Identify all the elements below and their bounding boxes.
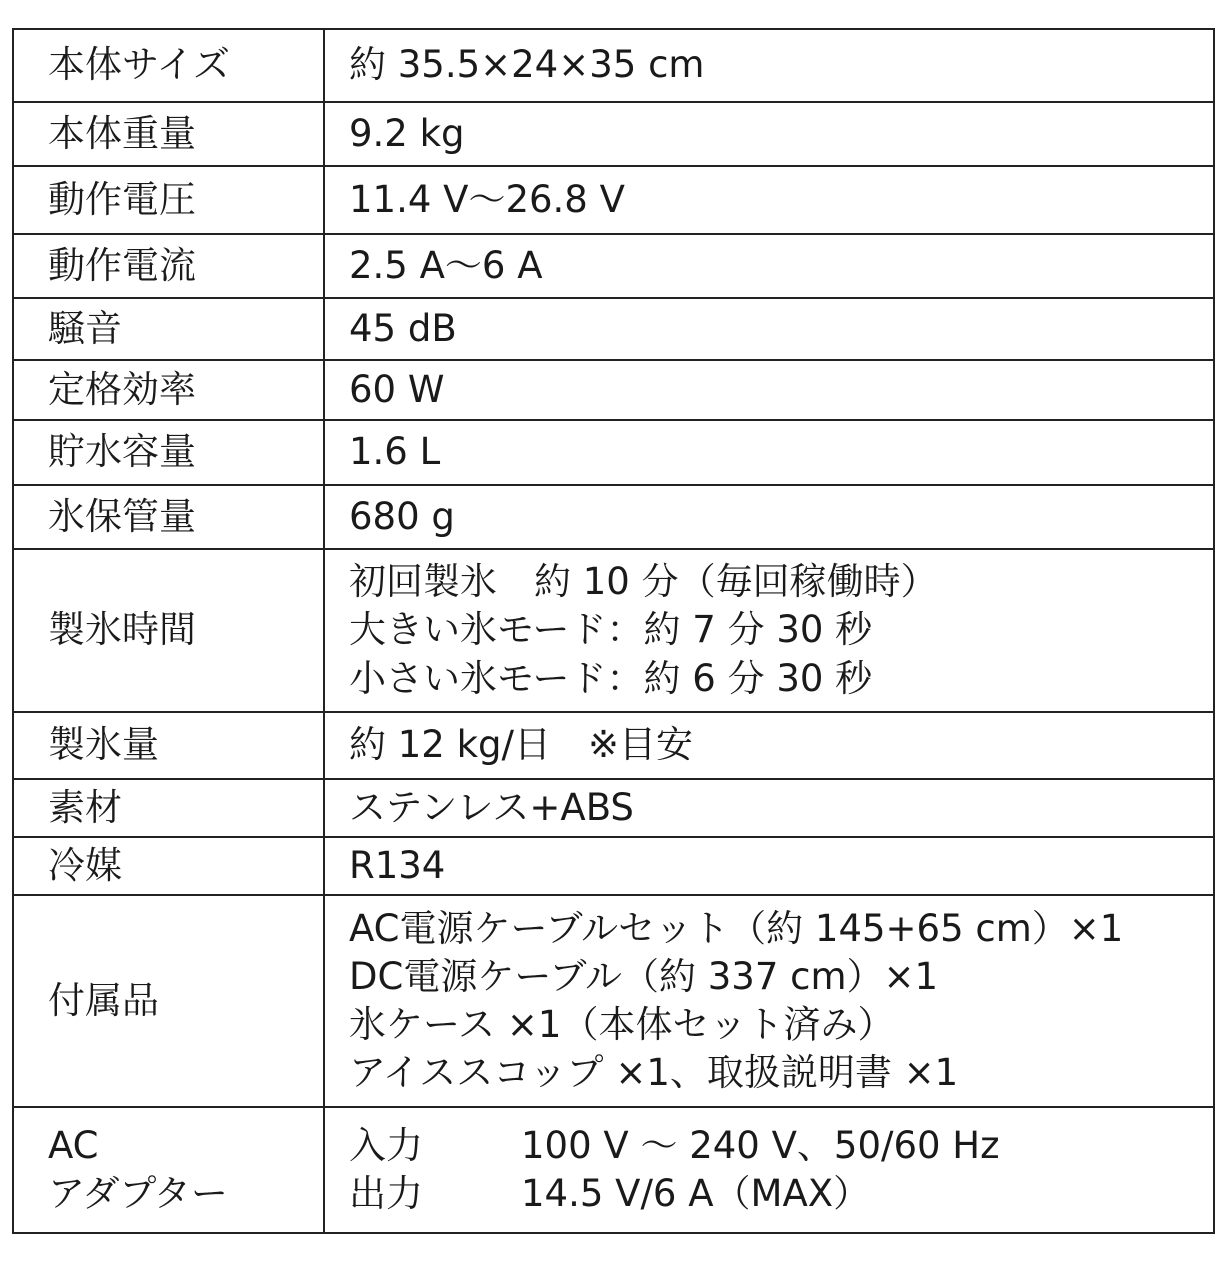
table-row <box>13 549 1214 712</box>
table-row <box>13 102 1214 166</box>
table-row <box>13 360 1214 420</box>
spec-value: 11.4 V〜26.8 V <box>324 166 1214 234</box>
spec-value: AC電源ケーブルセット（約 145+65 cm）×1 DC電源ケーブル（約 337 cm）×1 氷ケース ×1（本体セット済み） アイススコップ ×1、取扱説明書 ×1 <box>324 895 1214 1107</box>
spec-pair-output: 出力 14.5 V/6 A（MAX） <box>349 1172 871 1215</box>
spec-label: 冷媒 <box>13 837 324 895</box>
spec-label: 動作電圧 <box>13 166 324 234</box>
spec-label: 本体サイズ <box>13 29 324 102</box>
spec-label: 騒音 <box>13 298 324 360</box>
spec-value: 2.5 A〜6 A <box>324 234 1214 298</box>
spec-label: 動作電流 <box>13 234 324 298</box>
spec-value: 680 g <box>324 485 1214 549</box>
spec-label: 素材 <box>13 779 324 837</box>
spec-label: 本体重量 <box>13 102 324 166</box>
spec-value: ステンレス+ABS <box>324 779 1214 837</box>
spec-value: 1.6 L <box>324 420 1214 485</box>
spec-pair-input: 入力 100 V 〜 240 V、50/60 Hz <box>349 1123 1000 1167</box>
spec-value: 初回製氷 約 10 分（毎回稼働時） 大きい氷モード：約 7 分 30 秒 小さい氷モード：約 6 分 30 秒 <box>324 549 1214 712</box>
spec-label: 貯水容量 <box>13 420 324 485</box>
table-row <box>13 29 1214 102</box>
table-row <box>13 420 1214 485</box>
spec-label: 付属品 <box>13 895 324 1107</box>
spec-value: 60 W <box>324 360 1214 420</box>
spec-label: 氷保管量 <box>13 485 324 549</box>
table-row <box>13 1107 1214 1233</box>
table-row <box>13 234 1214 298</box>
table-row <box>13 837 1214 895</box>
spec-table <box>12 28 1215 1234</box>
spec-value: 約 35.5×24×35 cm <box>324 29 1214 102</box>
table-row <box>13 485 1214 549</box>
spec-label: 定格効率 <box>13 360 324 420</box>
spec-label: AC アダプター <box>13 1107 324 1233</box>
table-row <box>13 712 1214 779</box>
table-row <box>13 166 1214 234</box>
spec-value: 9.2 kg <box>324 102 1214 166</box>
table-row <box>13 779 1214 837</box>
spec-value <box>324 1107 1214 1233</box>
spec-value: R134 <box>324 837 1214 895</box>
spec-label: 製氷時間 <box>13 549 324 712</box>
table-row <box>13 298 1214 360</box>
spec-value: 約 12 kg/日 ※目安 <box>324 712 1214 779</box>
spec-label: 製氷量 <box>13 712 324 779</box>
spec-value: 45 dB <box>324 298 1214 360</box>
table-row <box>13 895 1214 1107</box>
